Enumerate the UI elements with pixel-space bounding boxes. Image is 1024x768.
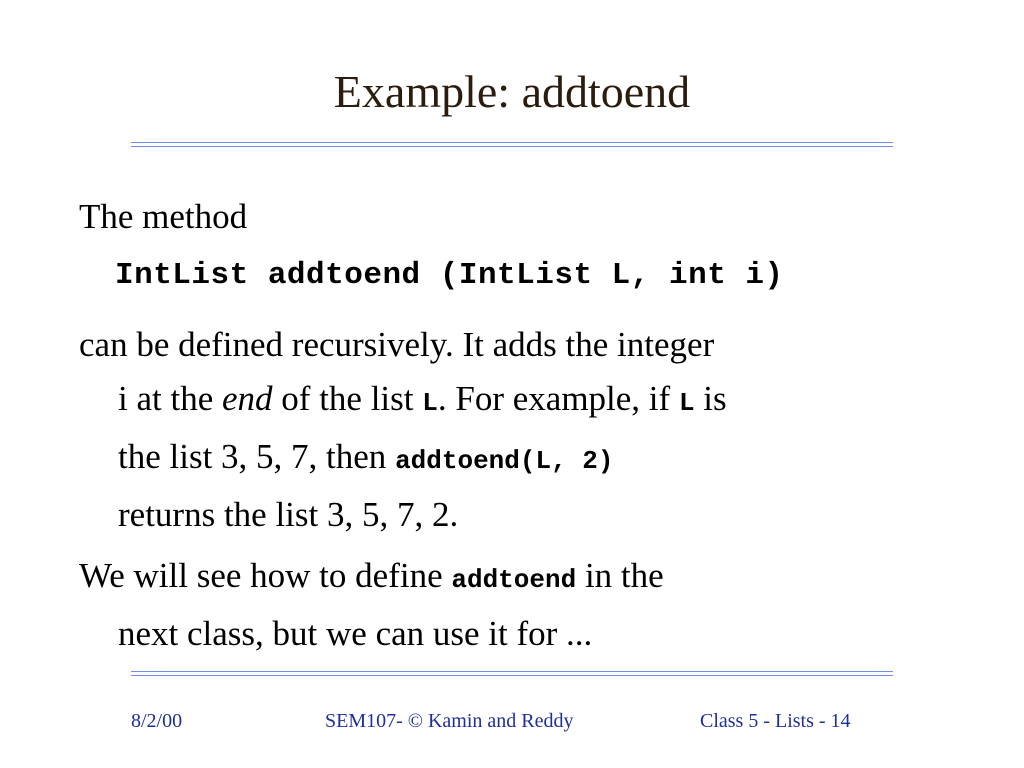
- code-L: L: [422, 388, 438, 418]
- text-fragment: We will see how to define: [79, 556, 452, 595]
- footer-date: 8/2/00: [131, 710, 183, 732]
- method-signature: IntList addtoend (IntList L, int i): [115, 258, 784, 293]
- code-addtoend-call: addtoend(L, 2): [395, 446, 614, 476]
- text-fragment: the list 3, 5, 7, then: [118, 437, 396, 476]
- footer-course: SEM107- © Kamin and Reddy: [325, 710, 574, 732]
- paragraph-2: [79, 549, 959, 661]
- paragraph-1-line-4: returns the list 3, 5, 7, 2.: [118, 495, 459, 534]
- intro-text: The method: [79, 197, 248, 236]
- text-fragment: i at the: [118, 379, 222, 418]
- paragraph-1: [79, 318, 959, 542]
- footer-page-number: Class 5 - Lists - 14: [700, 710, 851, 732]
- footer-divider: [131, 671, 893, 676]
- text-fragment: . For example, if: [437, 379, 679, 418]
- paragraph-1-line-1: can be defined recursively. It adds the integer: [79, 325, 715, 364]
- text-fragment: in the: [576, 556, 664, 595]
- paragraph-1-line-3: [79, 430, 959, 488]
- text-fragment: of the list: [272, 379, 423, 418]
- code-addtoend: addtoend: [451, 565, 577, 595]
- paragraph-1-line-2: [79, 372, 959, 430]
- title-divider: [131, 142, 893, 147]
- code-L: L: [678, 388, 695, 418]
- slide-title: Example: addtoend: [333, 66, 691, 117]
- paragraph-2-line-1: [79, 549, 959, 607]
- text-fragment: is: [694, 379, 727, 418]
- emphasis-end: end: [222, 379, 273, 418]
- paragraph-2-line-2: next class, but we can use it for ...: [118, 614, 593, 653]
